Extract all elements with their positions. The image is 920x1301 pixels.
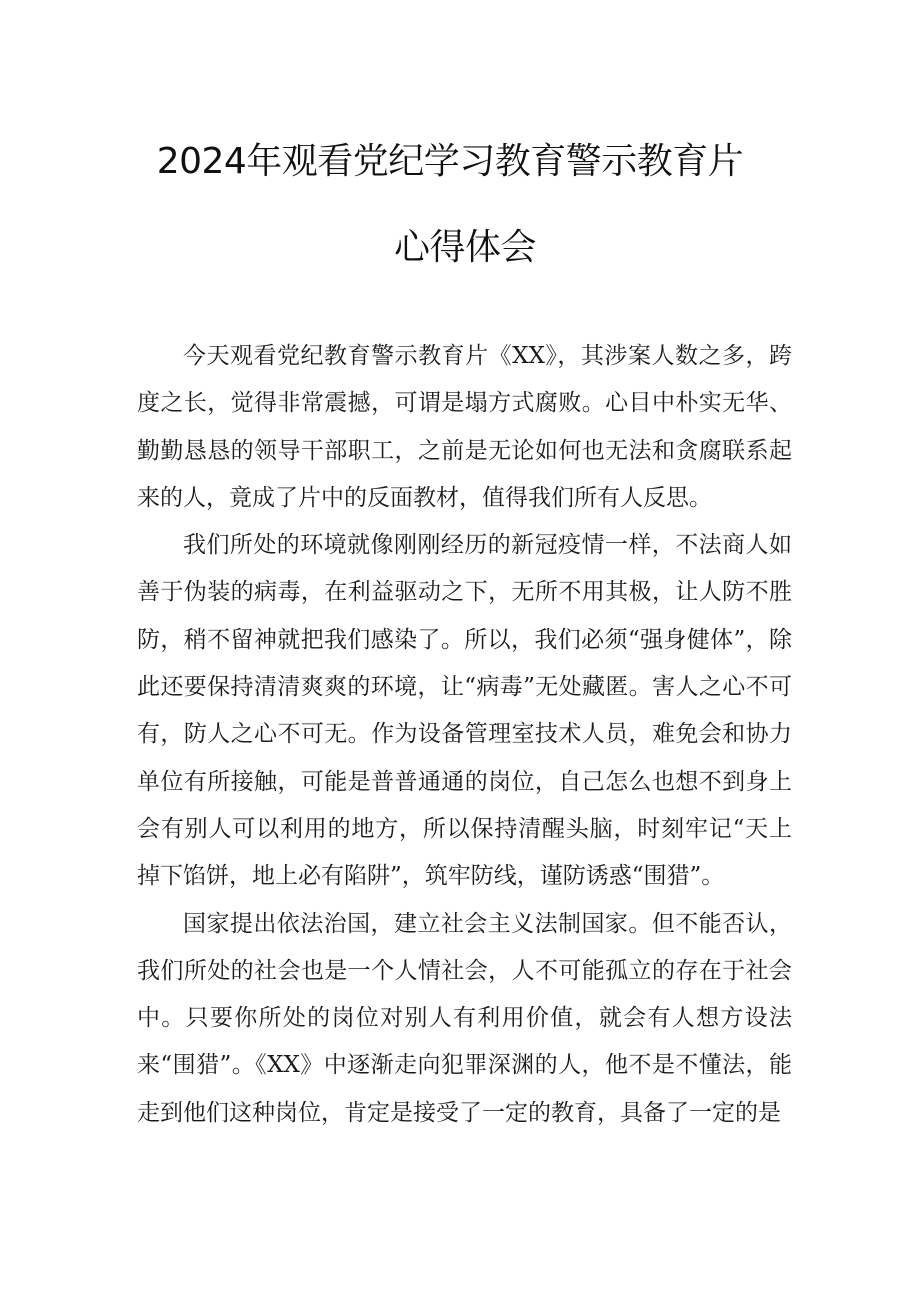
document-title-line-1: 2024年观看党纪学习教育警示教育片 bbox=[156, 141, 744, 182]
document-body bbox=[137, 333, 792, 1137]
document-title-line-2: 心得体会 bbox=[393, 227, 536, 268]
paragraph-2: 我们所处的环境就像刚刚经历的新冠疫情一样，不法商人如善于伪装的病毒，在利益驱动之下，无所不用其极，让人防不胜防，稍不留神就把我们感染了。所以，我们必须“强身健体”，除此还要保持清清爽爽的环境，让“病毒”无处藏匿。害人之心不可有，防人之心不可无。作为设备管理室技术人员，难免会和协力单位有所接触，可能是普普通通的岗位，自己怎么也想不到身上会有别人可以利用的地方，所以保持清醒头脑，时刻牢记“天上掉下馅饼，地上必有陷阱”，筑牢防线，谨防诱惑“围猎”。 bbox=[137, 532, 792, 890]
paragraph-3: 国家提出依法治国，建立社会主义法制国家。但不能否认，我们所处的社会也是一个人情社会，人不可能孤立的存在于社会中。只要你所处的岗位对别人有利用价值，就会有人想方设法来“围猎”。《XX》中逐渐走向犯罪深渊的人，他不是不懂法，能走到他们这种岗位，肯定是接受了一定的教育，具备了一定的是 bbox=[137, 910, 792, 1126]
paragraph-1: 今天观看党纪教育警示教育片《XX》，其涉案人数之多，跨度之长，觉得非常震撼，可谓是塌方式腐败。心目中朴实无华、勤勤恳恳的领导干部职工，之前是无论如何也无法和贪腐联系起来的人，竟成了片中的反面教材，值得我们所有人反思。 bbox=[137, 343, 792, 511]
